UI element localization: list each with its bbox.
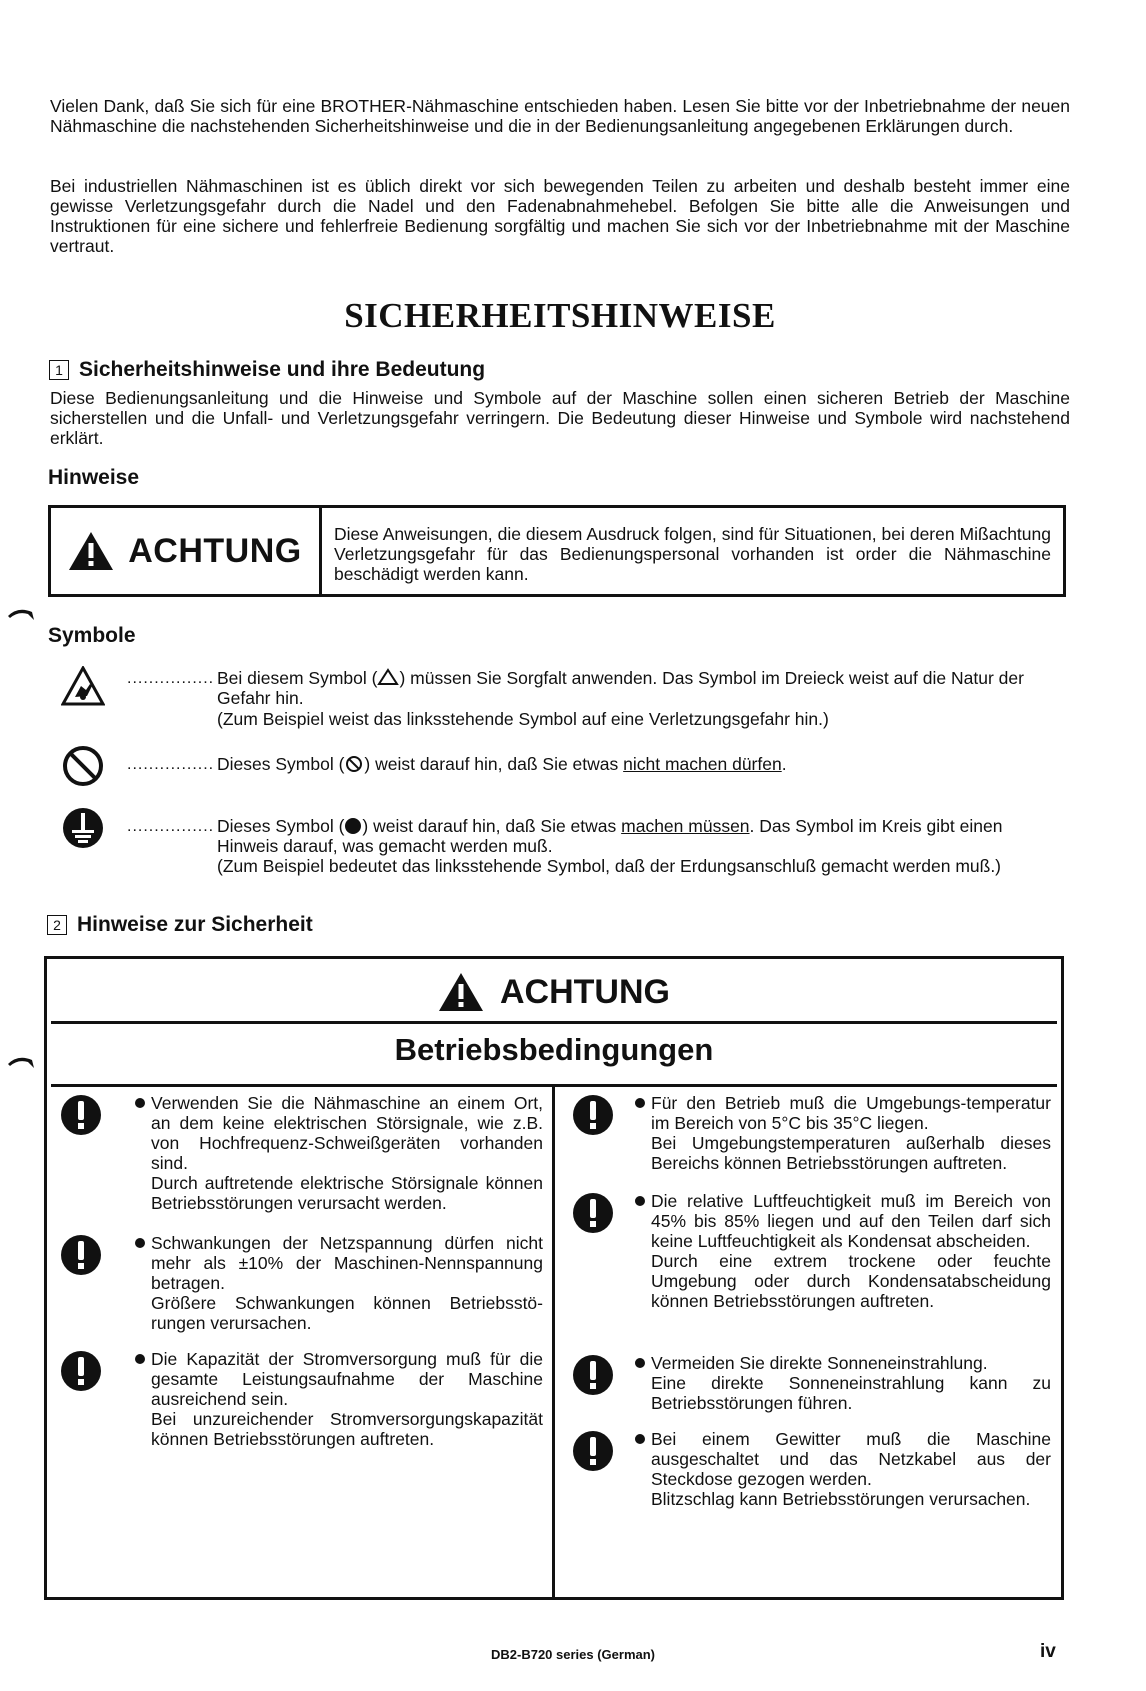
mandatory-text-post: . Das Symbol im Kreis gibt einen Hinweis darauf, was gemacht werden muß. [217,816,1003,856]
prohibit-inline-icon [344,755,364,773]
bullet-icon [635,1358,645,1368]
bullet-icon [635,1098,645,1108]
mandatory-exclamation-icon [571,1093,615,1137]
page-title: SICHERHEITSHINWEISE [344,296,776,335]
mandatory-exclamation-icon [59,1093,103,1137]
mandatory-exclamation-icon [571,1353,615,1397]
bullet-icon [135,1098,145,1108]
section-1-text: Diese Bedienungsanleitung und die Hinweise und Symbole auf der Maschine sollen einen sicheren Betrieb der Maschine sicherstellen und die Unfall- und Verletzungsgefahr verringern. Die Bedeutung dieser Hinweise und Symbole wird nachstehend erklärt. [50,388,1070,448]
warning-triangle-icon [438,972,484,1012]
caution-inline-icon [377,668,399,686]
safety-conditions-box [44,956,1064,1600]
mandatory-example: (Zum Beispiel bedeutet das linksstehende Symbol, daß der Erdungsanschluß gemacht werden muß.) [217,856,1002,876]
condition-text: Vermeiden Sie direkte Sonneneinstrahlung. Eine direkte Sonneneinstrahlung kann zu Betriebsstörungen führen. [651,1353,1051,1413]
symbol-row-prohibit [55,744,1075,790]
bullet-icon [635,1196,645,1206]
binding-mark-icon [6,1054,36,1075]
mandatory-exclamation-icon [571,1429,615,1473]
caution-text-pre: Bei diesem Symbol ( [217,668,378,688]
mandatory-exclamation-icon [59,1233,103,1277]
achtung-label: ACHTUNG [128,531,302,570]
mandatory-inline-icon [344,817,362,835]
betriebsbedingungen-heading: Betriebsbedingungen [51,1024,1057,1087]
condition-text: Für den Betrieb muß die Umgebungs-temperatur im Bereich von 5°C bis 35°C liegen. Bei Umgebungstemperaturen außerhalb dieses Bereichs können Betriebsstörungen auftreten. [651,1093,1051,1173]
warning-triangle-icon [68,531,114,571]
section-2-heading [47,913,313,937]
symbol-row-mandatory [55,806,1075,886]
mandatory-text-underline: machen müssen [621,816,750,836]
prohibit-symbol-text [217,754,1067,774]
prohibit-text-pre: Dieses Symbol ( [217,754,345,774]
column-divider [552,1087,555,1597]
intro-paragraph-1: Vielen Dank, daß Sie sich für eine BROTHER-Nähmaschine entschieden haben. Lesen Sie bitte vor der Inbetriebnahme der neuen Nähmaschine die nachstehenden Sicherheitshinweise und die in der Bedienungsanleitung angegebenen Erklärungen durch. [50,96,1070,136]
caution-text-post: ) müssen Sie Sorgfalt anwenden. Das Symbol im Dreieck weist auf die Natur der Gefahr hin. [217,668,1024,708]
mandatory-text-pre: Dieses Symbol ( [217,816,345,836]
ground-connection-icon [61,806,105,855]
mandatory-symbol-text [217,816,1067,876]
prohibit-text-mid: ) weist darauf hin, daß Sie etwas [364,754,624,774]
symbole-heading: Symbole [48,624,136,647]
hinweise-heading: Hinweise [48,466,140,489]
symbol-dots: ................ [127,756,215,773]
intro-paragraph-2: Bei industriellen Nähmaschinen ist es üblich direkt vor sich bewegenden Teilen zu arbeiten und deshalb besteht immer eine gewisse Verletzungsgefahr durch die Nadel und den Fadenabnahmehebel. Befolgen Sie bitte alle die Anweisungen und Instruktionen für eine sichere und fehlerfreie Bedienung sorgfältig und machen Sie sich vor der Inbetriebnahme mit der Maschine vertraut. [50,176,1070,256]
section-2-number: 2 [47,915,67,935]
condition-text: Verwenden Sie die Nähmaschine an einem Ort, an dem keine elektrischen Störsignale, wie z.B. von Hochfrequenz-Schweißgeräten vorhanden sind. Durch auftretende elektrische Störsignale können Betriebsstörungen verursacht werden. [151,1093,543,1213]
caution-symbol-text [217,668,1067,729]
bullet-icon [635,1434,645,1444]
condition-text: Schwankungen der Netzspannung dürfen nicht mehr als ±10% der Maschinen-Nennspannung betragen. Größere Schwankungen können Betriebsstö-rungen verursachen. [151,1233,543,1333]
bullet-icon [135,1354,145,1364]
bullet-icon [135,1238,145,1248]
achtung-description: Diese Anweisungen, die diesem Ausdruck folgen, sind für Situationen, bei deren Mißachtung Verletzungsgefahr für das Bedienungspersonal vorhanden ist order die Nähmaschine beschädigt werden kann. [334,524,1051,584]
section-2-title: Hinweise zur Sicherheit [77,913,313,936]
prohibit-text-post: . [781,754,787,774]
symbol-dots: ................ [127,818,215,835]
section-1-number: 1 [49,360,69,380]
symbol-row-caution [55,666,1075,736]
section-1-title: Sicherheitshinweise und ihre Bedeutung [79,358,486,381]
caution-example: (Zum Beispiel weist das linksstehende Symbol auf eine Verletzungsgefahr hin.) [217,709,829,729]
symbol-dots: ................ [127,670,215,687]
condition-text: Bei einem Gewitter muß die Maschine ausgeschaltet und das Netzkabel aus der Steckdose gezogen werden. Blitzschlag kann Betriebsstörungen verursachen. [651,1429,1051,1509]
mandatory-exclamation-icon [59,1349,103,1393]
condition-text: Die Kapazität der Stromversorgung muß für die gesamte Leistungsaufnahme der Maschine ausreichend sein. Bei unzureichender Stromversorgungskapazität können Betriebsstörungen auftreten. [151,1349,543,1449]
mandatory-text-mid: ) weist darauf hin, daß Sie etwas [362,816,622,836]
achtung-notice-box [48,505,1066,597]
condition-text: Die relative Luftfeuchtigkeit muß im Bereich von 45% bis 85% liegen und auf den Teilen darf sich keine Luftfeuchtigkeit als Kondensat abscheiden. Durch eine extrem trockene oder feuchte Umgebung oder durch Kondensatabscheidung können Betriebsstörungen auftreten. [651,1191,1051,1311]
binding-mark-icon [6,606,36,627]
achtung-label-cell [51,508,322,594]
safety-box-header [51,963,1057,1024]
safety-box-achtung-label: ACHTUNG [500,972,670,1011]
hand-injury-warning-icon [61,666,105,711]
prohibit-text-underline: nicht machen dürfen [623,754,782,774]
mandatory-exclamation-icon [571,1191,615,1235]
prohibition-icon [61,744,105,793]
section-1-heading [49,358,485,382]
page-number: iv [1040,1641,1056,1662]
footer-model: DB2-B720 series (German) [490,1647,656,1662]
